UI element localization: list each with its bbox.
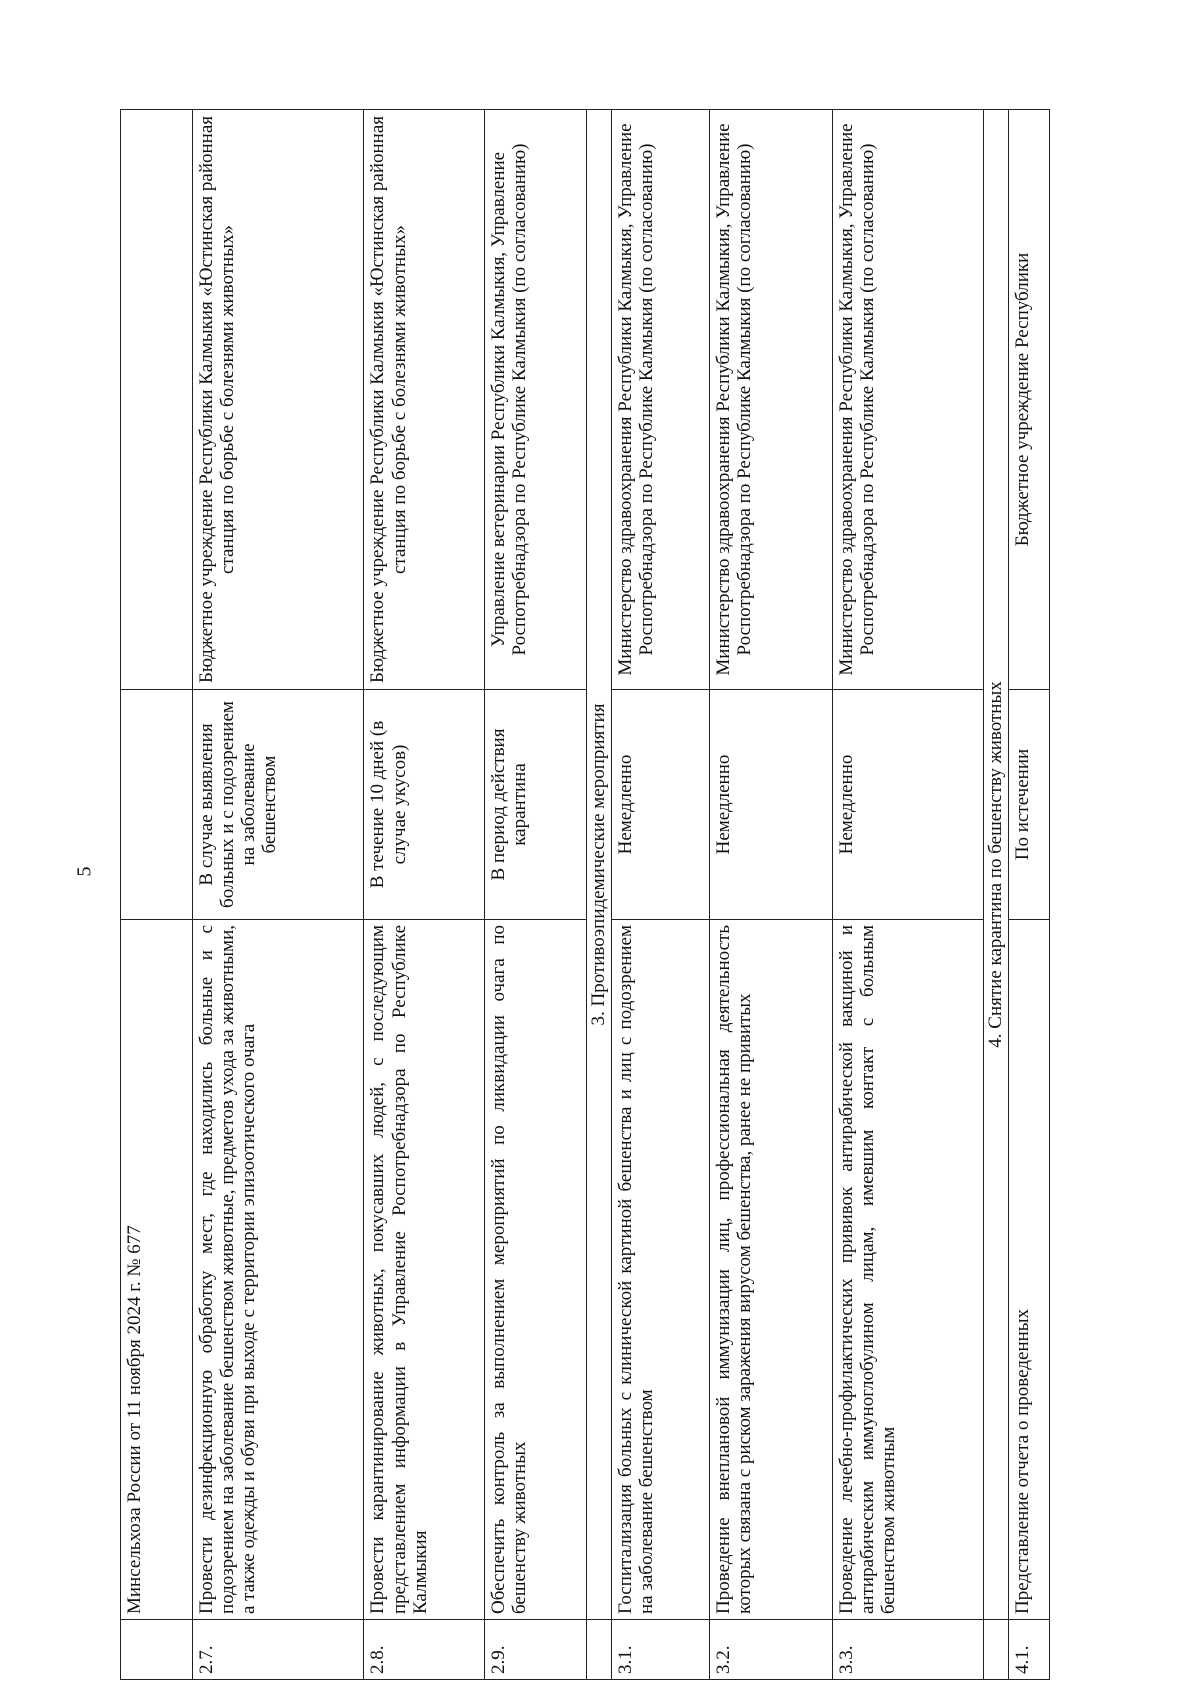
table-row bbox=[485, 110, 587, 1680]
table-row bbox=[710, 110, 833, 1680]
section-row bbox=[984, 110, 1009, 1680]
cell-action: Проведение лечебно-профилактических прививок антирабической вакциной и антирабическим иммуноглобулином лицам, имевшим контакт с больным бешенством животным bbox=[832, 920, 983, 1620]
cell-action: Провести дезинфекционную обработку мест, где находились больные и с подозрением на заболевание бешенством животные, предметов ухода за животными, а также одежды и обуви при выходе с территории эпизоотического очага bbox=[192, 920, 364, 1620]
cell-term bbox=[121, 690, 193, 920]
cell-action: Минсельхоза России от 11 ноября 2024 г. № 677 bbox=[121, 920, 193, 1620]
cell-num: 4.1. bbox=[1009, 1620, 1050, 1680]
cell-num: 2.7. bbox=[192, 1620, 364, 1680]
cell-resp: Министерство здравоохранения Республики Калмыкия, Управление Роспотребнадзора по Республике Калмыкия (по согласованию) bbox=[612, 110, 710, 690]
cell-term: Немедленно bbox=[832, 690, 983, 920]
section-row bbox=[587, 110, 612, 1680]
cell-action: Обеспечить контроль за выполнением мероприятий по ликвидации очага по бешенству животных bbox=[485, 920, 587, 1620]
cell-resp: Министерство здравоохранения Республики Калмыкия, Управление Роспотребнадзора по Республике Калмыкия (по согласованию) bbox=[710, 110, 833, 690]
measures-table bbox=[120, 109, 1050, 1680]
cell-resp: Бюджетное учреждение Республики bbox=[1009, 110, 1050, 690]
cell-resp: Бюджетное учреждение Республики Калмыкия «Юстинская районная станция по борьбе с болезнями животных» bbox=[364, 110, 485, 690]
cell-action: Провести карантинирование животных, покусавших людей, с последующим представлением информации в Управление Роспотребнадзора по Республике Калмыкия bbox=[364, 920, 485, 1620]
cell-resp: Бюджетное учреждение Республики Калмыкия «Юстинская районная станция по борьбе с болезнями животных» bbox=[192, 110, 364, 690]
table-row bbox=[832, 110, 983, 1680]
cell-num: 3.3. bbox=[832, 1620, 983, 1680]
cell-num: 3.2. bbox=[710, 1620, 833, 1680]
cell-num: 3.1. bbox=[612, 1620, 710, 1680]
cell-action: Представление отчета о проведенных bbox=[1009, 920, 1050, 1620]
table-row bbox=[612, 110, 710, 1680]
cell-num bbox=[121, 1620, 193, 1680]
cell-resp: Министерство здравоохранения Республики Калмыкия, Управление Роспотребнадзора по Республике Калмыкия (по согласованию) bbox=[832, 110, 983, 690]
cell-resp: Управление ветеринарии Республики Калмыкия, Управление Роспотребнадзора по Республике Калмыкия (по согласованию) bbox=[485, 110, 587, 690]
section-num bbox=[587, 1620, 612, 1680]
cell-term: В случае выявления больных и с подозрением на заболевание бешенством bbox=[192, 690, 364, 920]
table-row bbox=[121, 110, 193, 1680]
cell-resp bbox=[121, 110, 193, 690]
cell-action: Проведение внеплановой иммунизации лиц, профессиональная деятельность которых связана с риском заражения вирусом бешенства, ранее не привитых bbox=[710, 920, 833, 1620]
table-row bbox=[192, 110, 364, 1680]
section-title-3: 3. Противоэпидемические мероприятия bbox=[587, 110, 612, 1620]
cell-term: По истечении bbox=[1009, 690, 1050, 920]
rotated-table-frame bbox=[120, 110, 1050, 1680]
cell-term: В течение 10 дней (в случае укусов) bbox=[364, 690, 485, 920]
cell-term: В период действия карантина bbox=[485, 690, 587, 920]
section-title-4: 4. Снятие карантина по бешенству животных bbox=[984, 110, 1009, 1620]
cell-action: Госпитализация больных с клинической картиной бешенства и лиц с подозрением на заболевание бешенством bbox=[612, 920, 710, 1620]
cell-term: Немедленно bbox=[612, 690, 710, 920]
cell-num: 2.9. bbox=[485, 1620, 587, 1680]
table-row bbox=[364, 110, 485, 1680]
table-row bbox=[1009, 110, 1050, 1680]
page-number: 5 bbox=[73, 866, 96, 877]
section-num bbox=[984, 1620, 1009, 1680]
cell-term: Немедленно bbox=[710, 690, 833, 920]
cell-num: 2.8. bbox=[364, 1620, 485, 1680]
